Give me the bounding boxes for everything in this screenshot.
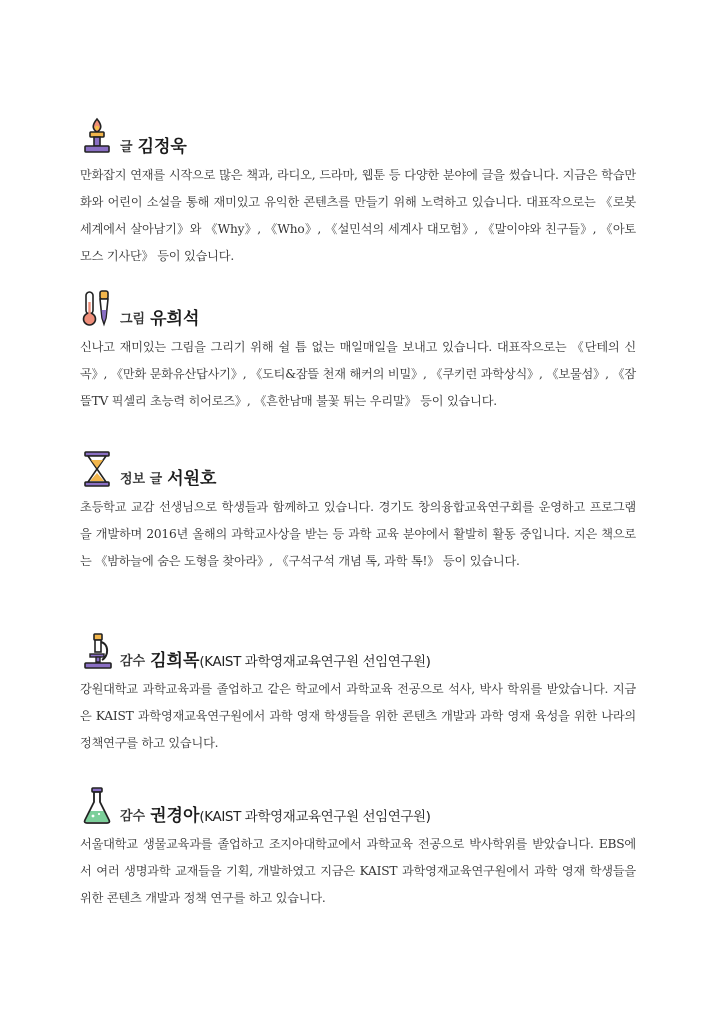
author-name: 권경아 — [150, 806, 200, 826]
author-section-info-writer — [80, 444, 636, 575]
thermometer-dropper-icon — [80, 288, 114, 330]
microscope-icon — [80, 630, 114, 672]
author-name: 김정욱 — [137, 137, 187, 157]
author-bio — [80, 162, 636, 270]
author-bio-text: 초등학교 교감 선생님으로 학생들과 함께하고 있습니다. 경기도 창의융합교육연구회를 운영하고 프로그램을 개발하며 2016년 올해의 과학교사상을 받는 등 과학 교육 분야에서 활발히 활동 중입니다. 지은 책으로는 《밤하늘에 숨은 도형을 찾아라》, 《구석구석 개념 톡, 과학 톡!》 등이 있습니다. — [80, 500, 636, 568]
burner-icon — [80, 116, 114, 158]
author-bio — [80, 676, 636, 757]
author-role: 감수 — [120, 809, 146, 824]
author-header — [80, 444, 636, 490]
author-role: 글 — [120, 140, 133, 155]
author-role: 그림 — [120, 312, 146, 327]
author-name: 김희목 — [150, 651, 200, 671]
author-name: 서원호 — [167, 469, 217, 489]
author-section-illustrator — [80, 284, 636, 415]
author-affiliation: (KAIST 과학영재교육연구원 선임연구원) — [199, 809, 431, 825]
author-bio-text: 서울대학교 생물교육과를 졸업하고 조지아대학교에서 과학교육 전공으로 박사학위를 받았습니다. EBS에서 여러 생명과학 교재들을 기획, 개발하였고 지금은 KAIST 과학영재교육연구원에서 과학 영재 학생들을 위한 콘텐츠 개발과 정책 연구를 하고 있습니다. — [80, 837, 636, 905]
author-section-reviewer-2 — [80, 781, 636, 912]
author-header — [80, 626, 636, 672]
author-role: 감수 — [120, 654, 146, 669]
author-bio — [80, 334, 636, 415]
author-bio — [80, 831, 636, 912]
author-section-reviewer-1 — [80, 626, 636, 757]
author-role: 정보 글 — [120, 472, 163, 487]
author-bio — [80, 494, 636, 575]
flask-icon — [80, 785, 114, 827]
author-name: 유희석 — [150, 309, 200, 329]
author-header — [80, 112, 636, 158]
author-bio-text: 만화잡지 연재를 시작으로 많은 책과, 라디오, 드라마, 웹툰 등 다양한 분야에 글을 썼습니다. 지금은 학습만화와 어린이 소설을 통해 재미있고 유익한 콘텐츠를 만들기 위해 노력하고 있습니다. 대표작으로는 《로봇세계에서 살아남기》와 《Why》, 《Who》, 《설민석의 세계사 대모험》, 《말이야와 친구들》, 《아토모스 기사단》 등이 있습니다. — [80, 168, 636, 263]
author-section-writer — [80, 112, 636, 270]
author-header — [80, 284, 636, 330]
author-header — [80, 781, 636, 827]
author-bio-text: 신나고 재미있는 그림을 그리기 위해 쉴 틈 없는 매일매일을 보내고 있습니다. 대표작으로는 《단테의 신곡》, 《만화 문화유산답사기》, 《도티&잠뜰 천재 해커의 비밀》, 《쿠키런 과학상식》, 《보물섬》, 《잠뜰TV 픽셀리 초능력 히어로즈》, 《흔한남매 불꽃 튀는 우리말》 등이 있습니다. — [80, 340, 636, 408]
hourglass-icon — [80, 448, 114, 490]
author-affiliation: (KAIST 과학영재교육연구원 선임연구원) — [199, 654, 431, 670]
author-bio-text: 강원대학교 과학교육과를 졸업하고 같은 학교에서 과학교육 전공으로 석사, 박사 학위를 받았습니다. 지금은 KAIST 과학영재교육연구원에서 과학 영재 학생들을 위한 콘텐츠 개발과 과학 영재 육성을 위한 나라의 정책연구를 하고 있습니다. — [80, 682, 636, 750]
